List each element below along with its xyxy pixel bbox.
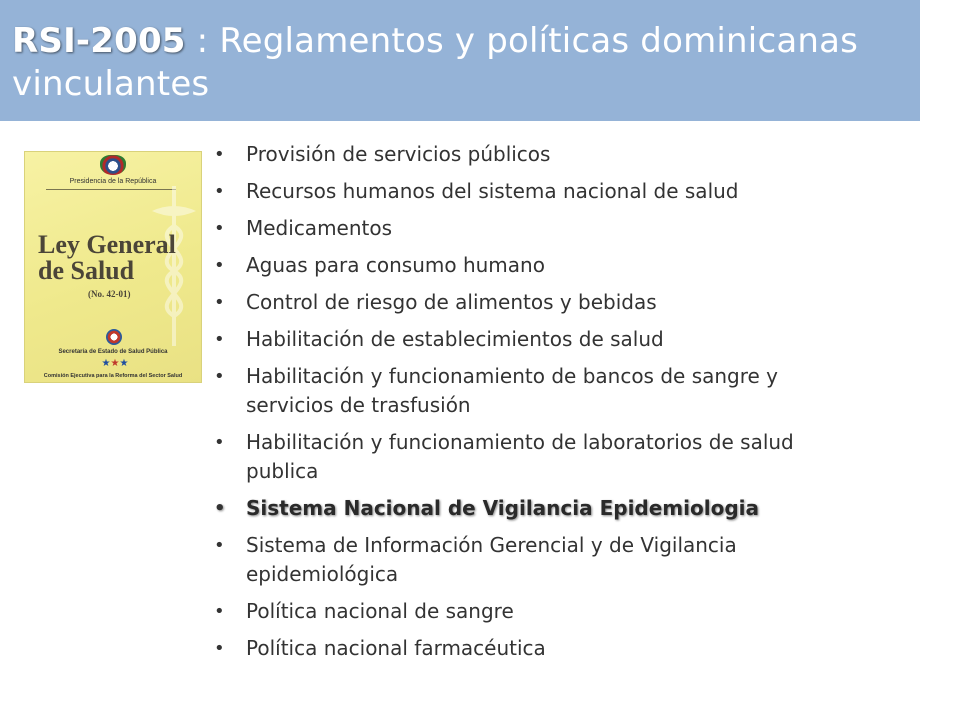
ministry-logo-icon: [106, 329, 122, 345]
bullet-icon: •: [214, 601, 225, 622]
bullet-icon: •: [214, 255, 225, 276]
cover-secretariat: Secretaría de Estado de Salud Pública: [58, 349, 168, 355]
bullet-icon: •: [214, 329, 225, 350]
bullet-icon: •: [214, 498, 226, 519]
list-item: [212, 251, 852, 280]
list-item-text: Política nacional farmacéutica: [246, 636, 546, 660]
list-item: [212, 428, 852, 486]
bullet-list: [212, 140, 852, 671]
stars-logo-icon: ★★★: [101, 358, 129, 369]
list-item-text: Provisión de servicios públicos: [246, 142, 551, 166]
list-item: [212, 140, 852, 169]
bullet-icon: •: [214, 366, 225, 387]
title-code: RSI-2005: [12, 21, 186, 61]
list-item-highlighted: [212, 494, 852, 523]
list-item-text: Sistema de Información Gerencial y de Vigilancia epidemiológica: [246, 533, 737, 586]
list-item: [212, 177, 852, 206]
title-text: : Reglamentos y políticas dominicanas vinculantes: [12, 21, 859, 104]
list-item-text: Aguas para consumo humano: [246, 253, 545, 277]
list-item-text: Recursos humanos del sistema nacional de salud: [246, 179, 739, 203]
bullet-icon: •: [214, 181, 225, 202]
list-item: [212, 362, 852, 420]
bullet-icon: •: [214, 218, 225, 239]
book-cover-image: [24, 151, 202, 383]
bullet-icon: •: [214, 144, 225, 165]
list-item: [212, 325, 852, 354]
bullet-icon: •: [214, 292, 225, 313]
list-item: [212, 531, 852, 589]
slide-title: [12, 20, 912, 106]
coat-of-arms-icon: [100, 155, 126, 175]
list-item: [212, 288, 852, 317]
list-item: [212, 214, 852, 243]
list-item-text: Sistema Nacional de Vigilancia Epidemiologia: [246, 496, 759, 520]
list-item-text: Política nacional de sangre: [246, 599, 514, 623]
cover-title-line1: Ley General: [38, 230, 176, 259]
bullet-icon: •: [214, 432, 225, 453]
cover-title-line2: de Salud: [38, 256, 135, 285]
list-item-text: Habilitación y funcionamiento de laboratorios de salud publica: [246, 430, 794, 483]
cover-commission: Comisión Ejecutiva para la Reforma del Sector Salud: [43, 373, 183, 379]
list-item-text: Control de riesgo de alimentos y bebidas: [246, 290, 657, 314]
bullet-icon: •: [214, 535, 225, 556]
list-item: [212, 634, 852, 663]
list-item-text: Medicamentos: [246, 216, 393, 240]
bullet-icon: •: [214, 638, 225, 659]
list-item-text: Habilitación y funcionamiento de bancos de sangre y servicios de trasfusión: [246, 364, 779, 417]
cover-law-number: (No. 42-01): [88, 289, 131, 299]
cover-presidency: Presidencia de la República: [69, 178, 157, 185]
title-bar: [0, 0, 920, 121]
list-item-text: Habilitación de establecimientos de salud: [246, 327, 664, 351]
list-item: [212, 597, 852, 626]
